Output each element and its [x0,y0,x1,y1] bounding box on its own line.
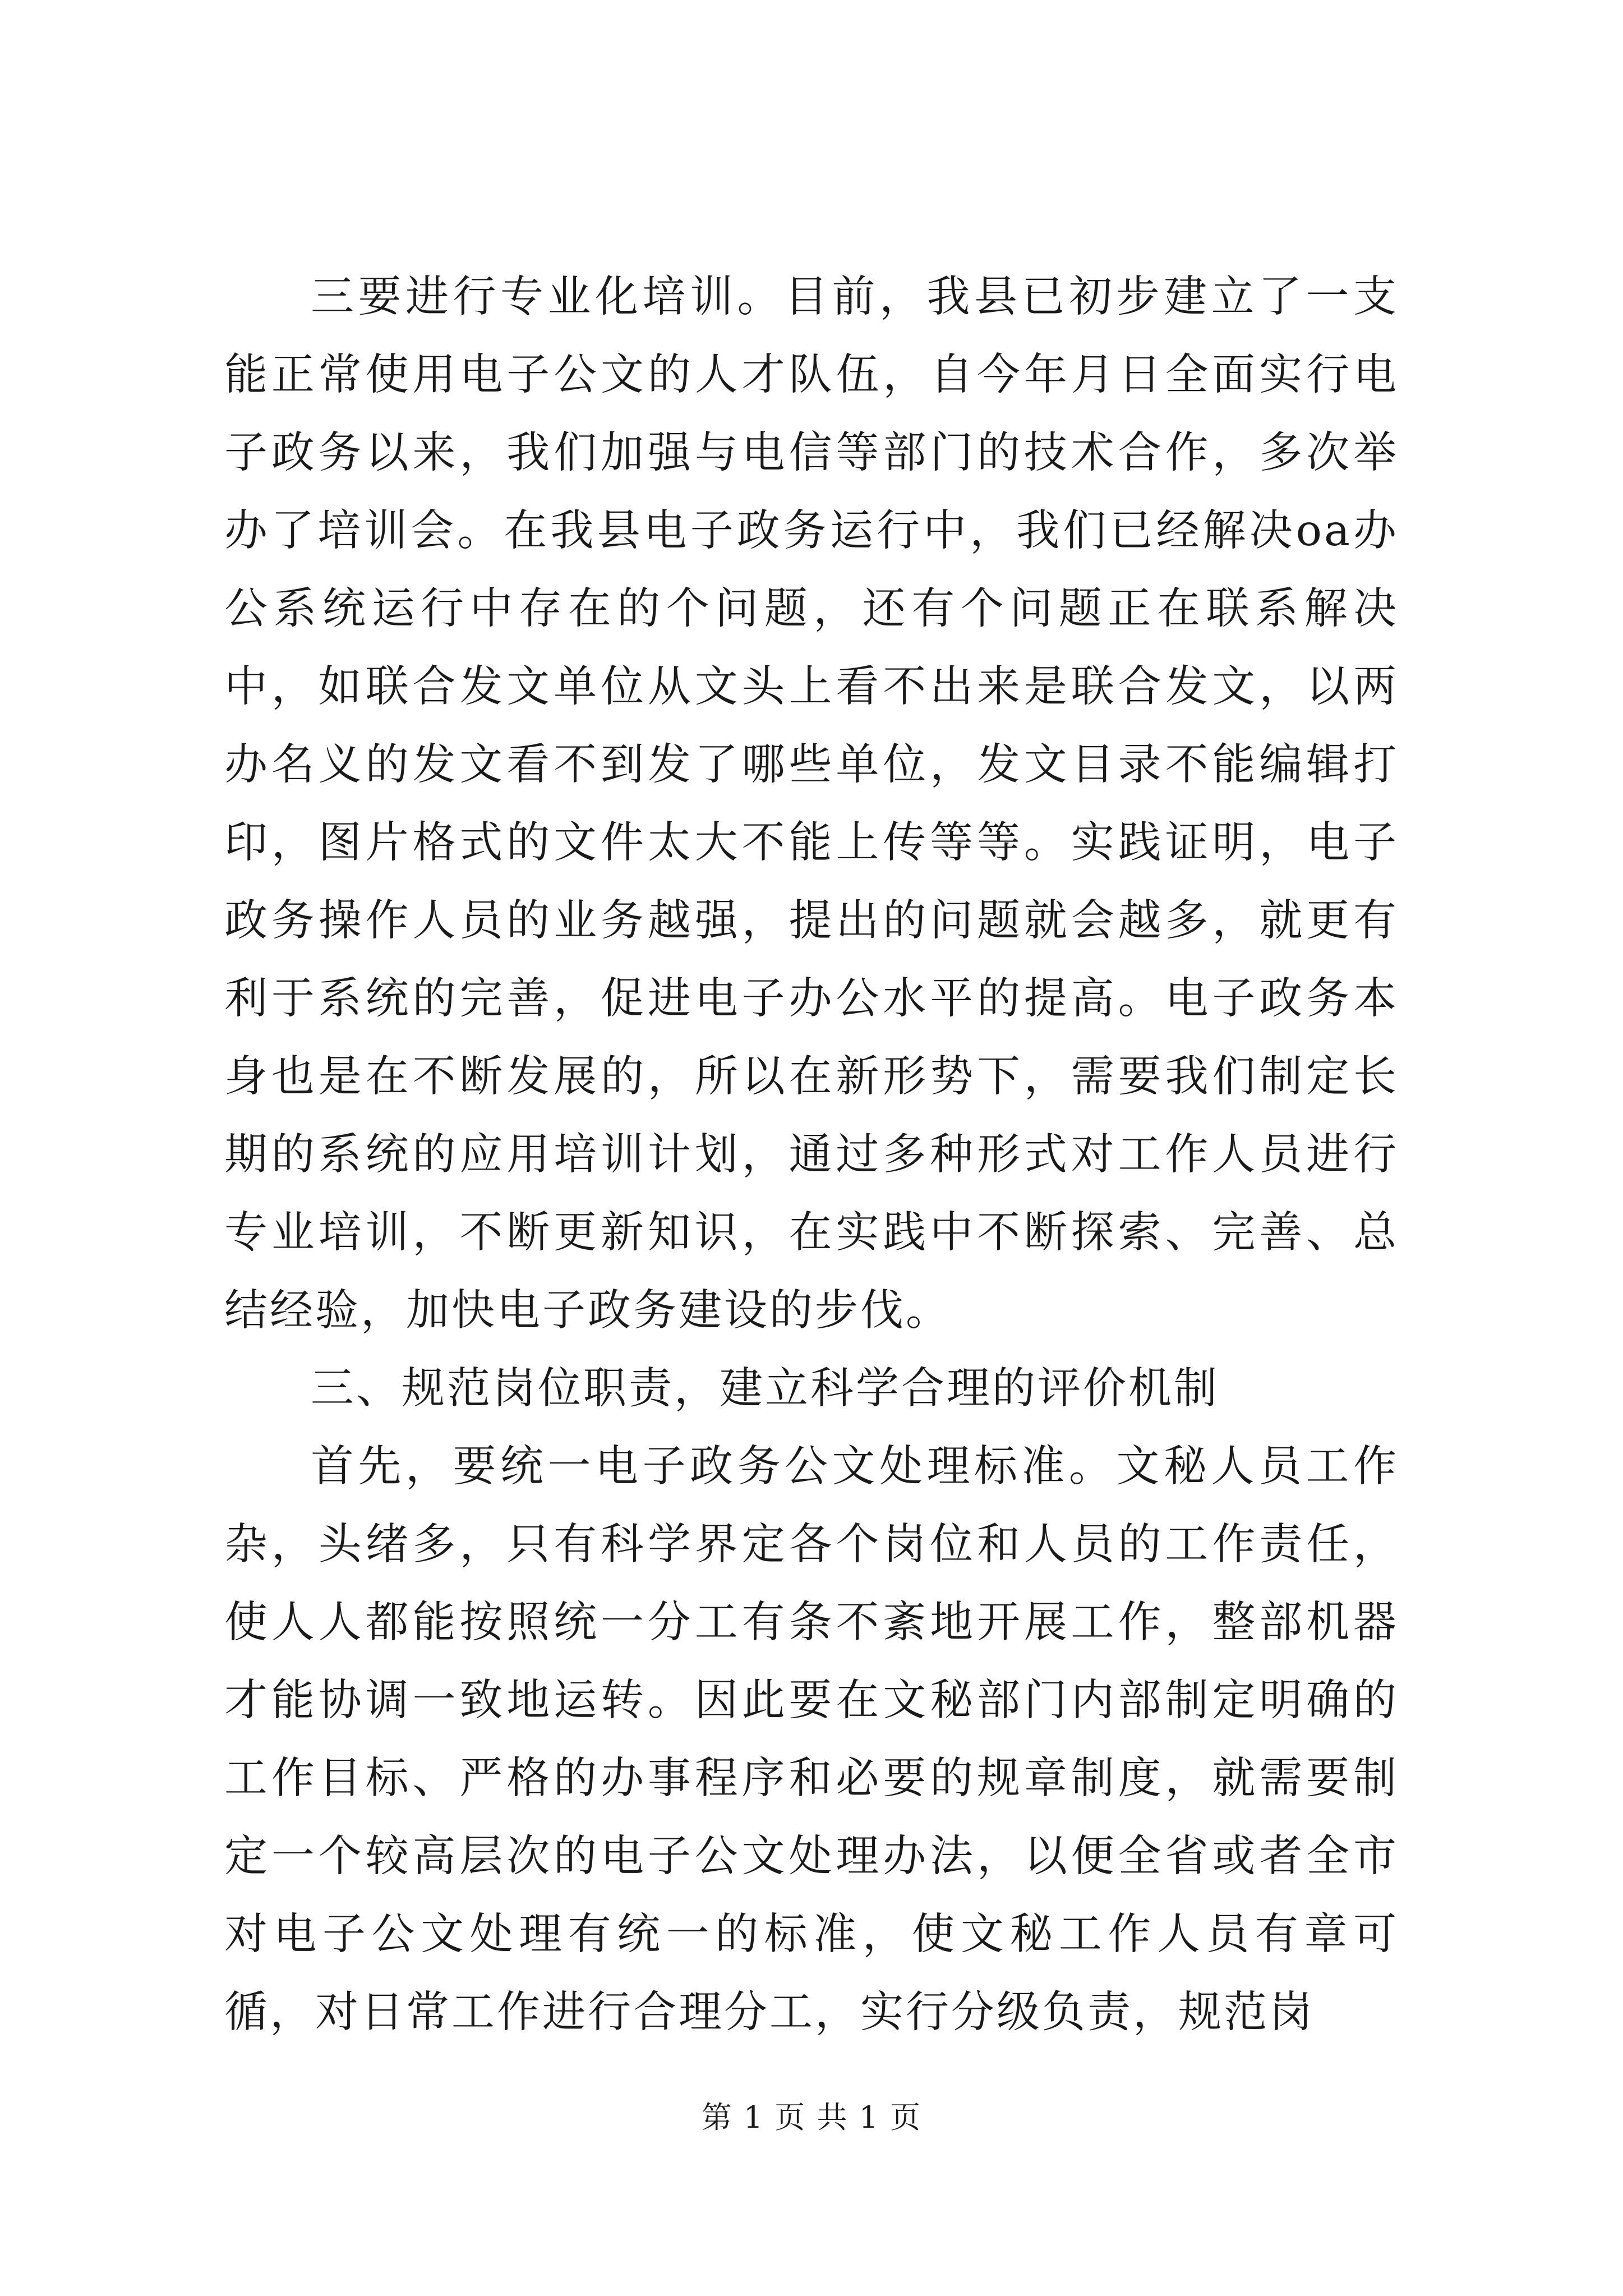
section-heading: 三、规范岗位职责，建立科学合理的评价机制 [311,1364,1219,1414]
paragraph-training: 三要进行专业化培训。目前，我县已初步建立了一支能正常使用电子公文的人才队伍，自今年月日全面实行电子政务以来，我们加强与电信等部门的技术合作，多次举办了培训会。在我县电子政务运行中，我们已经解决oa办公系统运行中存在的个问题，还有个问题正在联系解决中，如联合发文单位从文头上看不出来是联合发文，以两办名义的发文看不到发了哪些单位，发文目录不能编辑打印，图片格式的文件太大不能上传等等。实践证明，电子政务操作人员的业务越强，提出的问题就会越多，就更有利于系统的完善，促进电子办公水平的提高。电子政务本身也是在不断发展的，所以在新形势下，需要我们制定长期的系统的应用培训计划，通过多种形式对工作人员进行专业培训，不断更新知识，在实践中不断探索、完善、总结经验，加快电子政务建设的步伐。 [224,272,1399,1336]
paragraph-standards: 首先，要统一电子政务公文处理标准。文秘人员工作杂，头绪多，只有科学界定各个岗位和人员的工作责任，使人人都能按照统一分工有条不紊地开展工作，整部机器才能协调一致地运转。因此要在文秘部门内部制定明确的工作目标、严格的办事程序和必要的规章制度，就需要制定一个较高层次的电子公文处理办法，以便全省或者全市对电子公文处理有统一的标准，使文秘工作人员有章可循，对日常工作进行合理分工，实行分级负责，规范岗 [224,1442,1399,2037]
page-footer: 第 1 页 共 1 页 [701,2100,922,2135]
document-body [224,258,1399,2051]
